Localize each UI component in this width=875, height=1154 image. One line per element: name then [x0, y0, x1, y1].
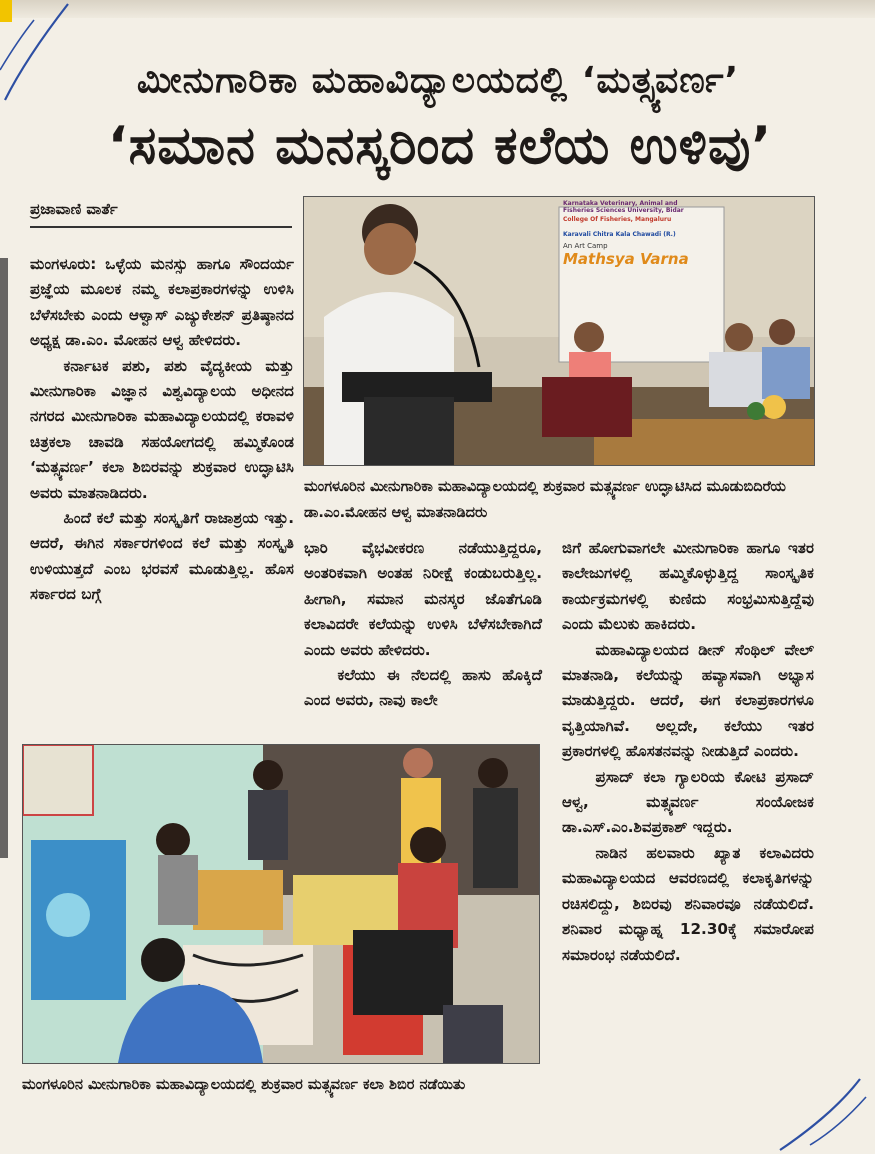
- article-kicker: ಮೀನುಗಾರಿಕಾ ಮಹಾವಿದ್ಯಾಲಯದಲ್ಲಿ ‘ಮತ್ಸ್ಯವರ್ಣ’: [136, 60, 740, 101]
- col3-paragraph-1: ಜಿಗೆ ಹೋಗುವಾಗಲೇ ಮೀನುಗಾರಿಕಾ ಹಾಗೂ ಇತರ ಕಾಲೇಜುಗಳಲ್ಲಿ ಹಮ್ಮಿಕೊಳ್ಳುತ್ತಿದ್ದ ಸಾಂಸ್ಕೃತಿಕ ಕಾರ್ಯಕ್ರಮಗಳಲ್ಲಿ ಕುಣಿದು ಸಂಭ್ರಮಿಸುತ್ತಿದ್ದೆವು ಎಂದು ಮೆಲುಕು ಹಾಕಿದರು.: [562, 539, 814, 634]
- col1-paragraph-3: ಹಿಂದೆ ಕಲೆ ಮತ್ತು ಸಂಸ್ಕೃತಿಗೆ ರಾಜಾಶ್ರಯ ಇತ್ತು. ಆದರೆ, ಈಗಿನ ಸರ್ಕಾರಗಳಿಂದ ಕಲೆ ಮತ್ತು ಸಂಸ್ಕೃತಿ ಉಳಿಯುತ್ತದೆ ಎಂಬ ಭರವಸೆ ಮೂಡುತ್ತಿಲ್ಲ. ಹೊಸ ಸರ್ಕಾರದ ಬಗ್ಗೆ: [30, 509, 294, 604]
- banner-line-1: Karnataka Veterinary, Animal and: [563, 200, 678, 207]
- photo2-caption: ಮಂಗಳೂರಿನ ಮೀನುಗಾರಿಕಾ ಮಹಾವಿದ್ಯಾಲಯದಲ್ಲಿ ಶುಕ್ರವಾರ ಮತ್ಸ್ಯವರ್ಣ ಕಲಾ ಶಿಬಿರ ನಡೆಯಿತು: [22, 1077, 466, 1093]
- pen-mark-bottom-right: [770, 1075, 870, 1154]
- banner-subtitle: An Art Camp: [563, 242, 608, 250]
- adjacent-column-edge: [0, 258, 8, 858]
- banner-line-3: College Of Fisheries, Mangaluru: [563, 216, 672, 223]
- col1-paragraph-2: ಕರ್ನಾಟಕ ಪಶು, ಪಶು ವೈದ್ಯಕೀಯ ಮತ್ತು ಮೀನುಗಾರಿಕಾ ವಿಜ್ಞಾನ ವಿಶ್ವವಿದ್ಯಾಲಯ ಅಧೀನದ ನಗರದ ಮೀನುಗಾರಿಕಾ ಮಹಾವಿದ್ಯಾಲಯದಲ್ಲಿ ಕರಾವಳಿ ಚಿತ್ರಕಲಾ ಚಾವಡಿ ಸಹಯೋಗದಲ್ಲಿ ಹಮ್ಮಿಕೊಂಡ ‘ಮತ್ಸ್ಯವರ್ಣ’ ಕಲಾ ಶಿಬಿರವನ್ನು ಶುಕ್ರವಾರ ಉದ್ಘಾಟಿಸಿ ಅವರು ಮಾತನಾಡಿದರು.: [30, 356, 294, 502]
- col3-paragraph-4: ನಾಡಿನ ಹಲವಾರು ಖ್ಯಾತ ಕಲಾವಿದರು ಮಹಾವಿದ್ಯಾಲಯದ ಆವರಣದಲ್ಲಿ ಕಲಾಕೃತಿಗಳನ್ನು ರಚಿಸಲಿದ್ದು, ಶಿಬಿರವು ಶನಿವಾರವೂ ನಡೆಯಲಿದೆ. ಶನಿವಾರ ಮಧ್ಯಾಹ್ನ 12.30ಕ್ಕೆ ಸಮಾರೋಪ ಸಮಾರಂಭ ನಡೆಯಲಿದೆ.: [562, 843, 814, 964]
- page-top-strip: [0, 0, 875, 18]
- banner-line-4: Karavali Chitra Kala Chawadi (R.): [563, 231, 676, 238]
- col1-paragraph-1: ಮಂಗಳೂರು: ಒಳ್ಳೆಯ ಮನಸ್ಸು ಹಾಗೂ ಸೌಂದರ್ಯ ಪ್ರಜ್ಞೆಯ ಮೂಲಕ ನಮ್ಮ ಕಲಾಪ್ರಕಾರಗಳನ್ನು ಉಳಿಸಿ ಬೆಳೆಸಬೇಕು ಎಂದು ಆಳ್ವಾಸ್ ಎಜ್ಯುಕೇಶನ್ ಪ್ರತಿಷ್ಠಾನದ ಅಧ್ಯಕ್ಷ ಡಾ.ಎಂ. ಮೋಹನ ಆಳ್ವ ಹೇಳಿದರು.: [30, 255, 294, 350]
- byline-rule: [30, 226, 292, 228]
- article-column-2: [304, 536, 542, 714]
- col2-paragraph-1: ಭಾರಿ ವೈಭವೀಕರಣ ನಡೆಯುತ್ತಿದ್ದರೂ, ಅಂತರಿಕವಾಗಿ ಅಂತಹ ನಿರೀಕ್ಷೆ ಕಂಡುಬರುತ್ತಿಲ್ಲ. ಹೀಗಾಗಿ, ಸಮಾನ ಮನಸ್ಕರ ಜೊತೆಗೂಡಿ ಕಲಾವಿದರೇ ಕಲೆಯನ್ನು ಉಳಿಸಿ ಬೆಳೆಸಬೇಕಾಗಿದೆ ಎಂದು ಅವರು ಹೇಳಿದರು.: [304, 539, 542, 659]
- article-column-3: [562, 536, 814, 968]
- banner-text-block: [563, 200, 713, 268]
- banner-line-2: Fisheries Sciences University, Bidar: [563, 207, 684, 214]
- article-byline: ಪ್ರಜಾವಾಣಿ ವಾರ್ತೆ: [30, 200, 118, 218]
- article-headline: ‘ಸಮಾನ ಮನಸ್ಕರಿಂದ ಕಲೆಯ ಉಳಿವು’: [107, 116, 773, 176]
- photo-inauguration: [303, 196, 815, 466]
- col2-paragraph-2: ಕಲೆಯು ಈ ನೆಲದಲ್ಲಿ ಹಾಸು ಹೊಕ್ಕಿದೆ ಎಂದ ಅವರು, ನಾವು ಕಾಲೇ: [304, 666, 542, 710]
- photo1-caption: ಮಂಗಳೂರಿನ ಮೀನುಗಾರಿಕಾ ಮಹಾವಿದ್ಯಾಲಯದಲ್ಲಿ ಶುಕ್ರವಾರ ಮತ್ಸ್ಯವರ್ಣ ಉದ್ಘಾಟಿಸಿದ ಮೂಡುಬಿದಿರೆಯ ಡಾ.ಎಂ.ಮೋಹನ ಆಳ್ವ ಮಾತನಾಡಿದರು: [304, 479, 786, 521]
- banner-title: Mathsya Varna: [563, 250, 689, 268]
- article-column-1: [30, 252, 294, 608]
- col3-paragraph-2: ಮಹಾವಿದ್ಯಾಲಯದ ಡೀನ್ ಸೆಂಥಿಲ್ ವೇಲ್ ಮಾತನಾಡಿ, ಕಲೆಯನ್ನು ಹವ್ಯಾಸವಾಗಿ ಅಭ್ಯಾಸ ಮಾಡುತ್ತಿದ್ದರು. ಆದರೆ, ಈಗ ಕಲಾಪ್ರಕಾರಗಳೂ ವೃತ್ತಿಯಾಗಿವೆ. ಅಲ್ಲದೇ, ಕಲೆಯು ಇತರ ಪ್ರಕಾರಗಳಲ್ಲಿ ಹೊಸತನವನ್ನು ನೀಡುತ್ತಿದೆ ಎಂದರು.: [562, 640, 814, 761]
- photo-art-camp: [22, 744, 540, 1064]
- col3-paragraph-3: ಪ್ರಸಾದ್ ಕಲಾ ಗ್ಯಾಲರಿಯ ಕೋಟಿ ಪ್ರಸಾದ್ ಆಳ್ವ, ಮತ್ಸ್ಯವರ್ಣ ಸಂಯೋಜಕ ಡಾ.ಎಸ್.ಎಂ.ಶಿವಪ್ರಕಾಶ್ ಇದ್ದರು.: [562, 767, 814, 837]
